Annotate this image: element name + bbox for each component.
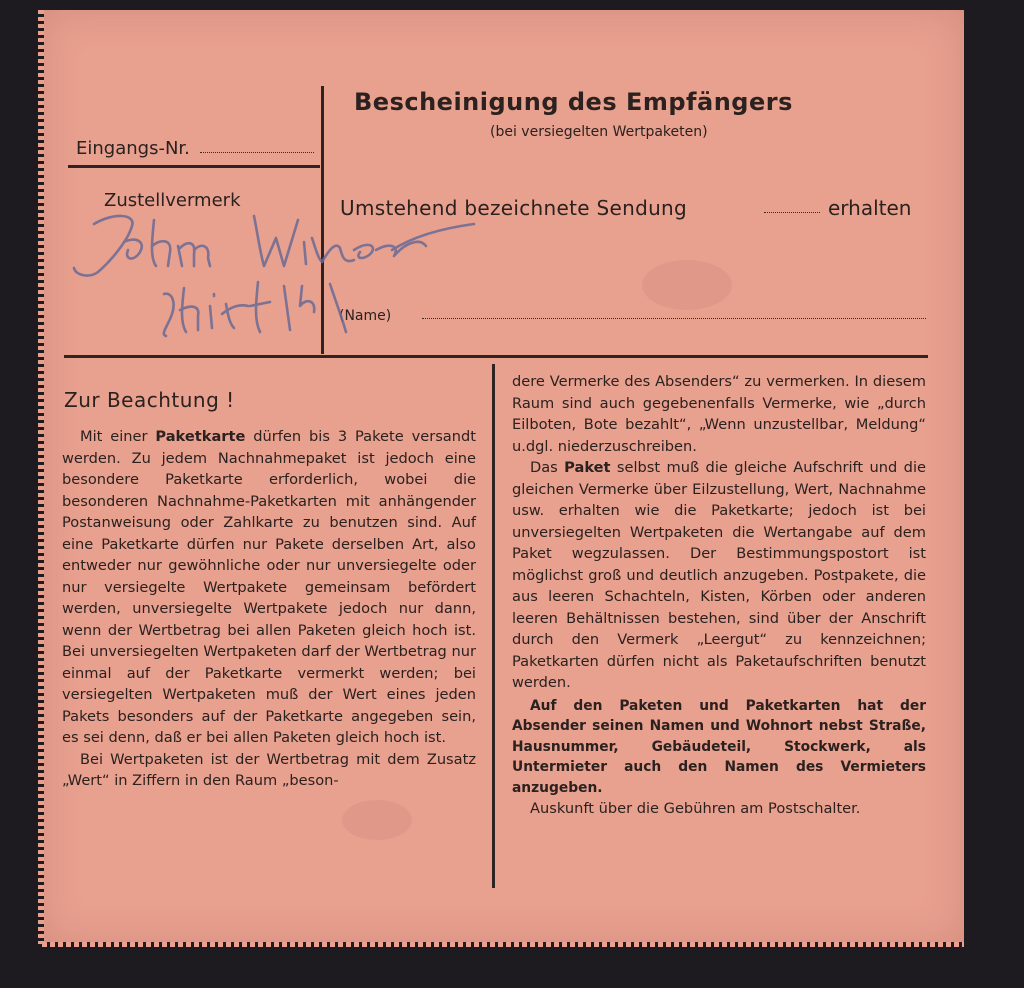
note-paragraph: Auskunft über die Gebühren am Postschalter. — [530, 800, 861, 817]
receipt-dotted-line — [764, 212, 820, 213]
bold-term: Paketkarte — [155, 428, 246, 445]
bottom-vertical-divider — [492, 364, 495, 888]
note-paragraph: Mit einer Paketkarte dürfen bis 3 Pakete versandt werden. Zu jedem Nachnahmepaket ist jedoch eine besondere Paketkarte erforderlich, wobei die besonderen Nachnahme-Paketkarten mit anhängender Postanweisung oder Zahlkarte zu benutzen sind. Auf eine Paketkarte dürfen nur Pakete derselben Art, also entweder nur gewöhnliche oder nur unversiegelte oder nur versiegelte Wertpakete gemeinsam befördert werden, unversiegelte Wertpakete jedoch nur dann, wenn der Wertbetrag bei allen Paketen gleich hoch ist. Bei unversiegelten Wertpaketen darf der Wertbetrag nur einmal auf der Paketkarte vermerkt werden; bei versiegelten Wertpaketen muß der Wert eines jeden Pakets besonders auf der Paketkarte angegeben sein, es sei denn, daß er bei allen Paketen gleich hoch ist. — [62, 428, 476, 746]
paper-stain — [342, 800, 412, 840]
erhalten-label: erhalten — [828, 196, 912, 220]
form-title: Bescheinigung des Empfängers — [354, 88, 793, 116]
note-paragraph: Das Paket selbst muß die gleiche Aufschrift und die gleichen Vermerke über Eilzustellung, Wert, Nachnahme usw. erhalten wie die Paketkarte; jedoch ist bei unversiegelten Wertpaketen die Wertangabe auf dem Paket wegzulassen. Der Bestimmungspostort ist möglichst groß und deutlich anzugeben. Postpakete, die aus leeren Schachteln, Kisten, Körben oder anderen leeren Behältnissen bestehen, sind über der Anschrift durch den Vermerk „Leergut“ zu kennzeichnen; Paketkarten dürfen nicht als Paketaufschriften benutzt werden. — [512, 459, 926, 691]
name-dotted-line — [422, 318, 926, 319]
postal-form-card — [42, 10, 964, 944]
note-paragraph-bold: Auf den Paketen und Paketkarten hat der Absender seinen Namen und Wohnort nebst Straße, Hausnummer, Gebäudeteil, Stockwerk, als Untermieter auch den Namen des Vermieters anzugeben. — [512, 697, 926, 796]
middle-horizontal-rule — [64, 355, 928, 358]
notes-left-column — [62, 426, 476, 792]
note-paragraph: Bei Wertpaketen ist der Wertbetrag mit dem Zusatz „Wert“ in Ziffern in den Raum „beson- — [62, 750, 476, 789]
bold-term: Paket — [564, 459, 611, 476]
paper-stain — [642, 260, 732, 310]
zustellvermerk-label: Zustellvermerk — [104, 190, 241, 211]
receipt-line: Umstehend bezeichnete Sendung — [340, 196, 688, 220]
eingangs-label: Eingangs-Nr. — [76, 138, 190, 159]
eingangs-dotted-line — [200, 152, 314, 153]
note-paragraph: dere Vermerke des Absenders“ zu vermerken. In diesem Raum sind auch gegebenenfalls Vermerke, wie „durch Eilboten, Bote bezahlt“, „Wenn unzustellbar, Meldung“ u.dgl. niederzuschreiben. — [512, 373, 926, 455]
notes-right-column — [512, 371, 926, 820]
eingangs-underline — [68, 165, 320, 168]
form-subtitle: (bei versiegelten Wertpaketen) — [490, 124, 708, 140]
name-label: (Name) — [339, 308, 392, 324]
handwritten-signature — [54, 202, 484, 352]
notes-heading: Zur Beachtung ! — [64, 388, 235, 412]
